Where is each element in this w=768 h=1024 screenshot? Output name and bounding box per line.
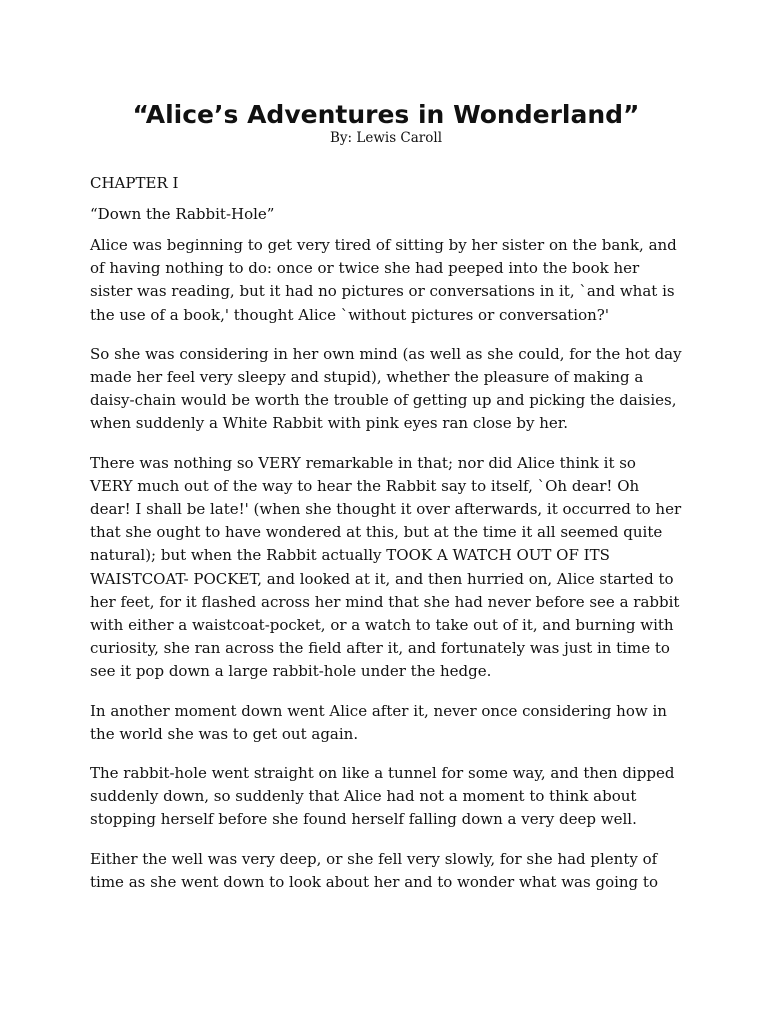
- author-line: By: Lewis Caroll: [329, 130, 443, 146]
- chapter-number: CHAPTER I: [90, 174, 179, 192]
- paragraph: In another moment down went Alice after it, never once considering how in the world she was to get out again.: [90, 701, 667, 743]
- paragraph: So she was considering in her own mind (as well as she could, for the hot day made her feel very sleepy and stupid), whether the pleasure of making a daisy-chain would be worth the trouble of getting up and picking the daisies, when suddenly a White Rabbit with pink eyes ran close by her.: [90, 344, 682, 433]
- paragraph: Alice was beginning to get very tired of sitting by her sister on the bank, and of having nothing to do: once or twice she had peeped into the book her sister was reading, but it had no pictures or conversations in it, `and what is the use of a book,' thought Alice `without pictures or conversation?': [90, 236, 677, 324]
- paragraph: There was nothing so VERY remarkable in that; nor did Alice think it so VERY much out of the way to hear the Rabbit say to itself, `Oh dear! Oh dear! I shall be late!' (when she thought it over afterwards, it occurred to her that she ought to have wondered at this, but at the time it all seemed quite natural); but when the Rabbit actually TOOK A WATCH OUT OF ITS WAISTCOAT- POCKET, and looked at it, and then hurried on, Alice started to her feet, for it flashed across her mind that she had never before see a rabbit with either a waistcoat-pocket, or a watch to take out of it, and burning with curiosity, she ran across the field after it, and fortunately was just in time to see it pop down a large rabbit-hole under the hedge.: [90, 453, 682, 681]
- chapter-title: “Down the Rabbit-Hole”: [90, 205, 275, 223]
- document-page: [90, 96, 682, 894]
- paragraph: The rabbit-hole went straight on like a tunnel for some way, and then dipped suddenly down, so suddenly that Alice had not a moment to think about stopping herself before she found herself falling down a very deep well.: [90, 764, 675, 829]
- document-title: “Alice’s Adventures in Wonderland”: [132, 100, 640, 129]
- paragraph: Either the well was very deep, or she fell very slowly, for she had plenty of time as she went down to look about her and to wonder what was going to: [90, 849, 658, 891]
